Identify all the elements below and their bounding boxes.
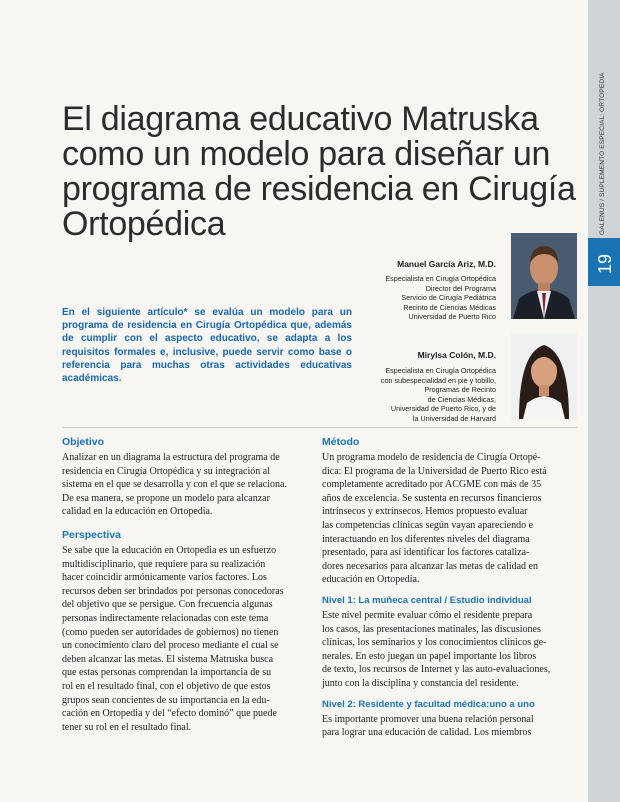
subheading-nivel-1: Nivel 1: La muñeca central / Estudio individual — [322, 594, 532, 606]
page-number: 19 — [588, 238, 620, 286]
section-heading-objetivo: Objetivo — [62, 436, 105, 448]
nivel-2-text: Es importante promover una buena relación personal para lograr una educación de calidad. Los miembros — [322, 713, 534, 739]
author-2-photo — [511, 333, 577, 419]
divider — [62, 427, 577, 428]
author-1-photo — [511, 233, 577, 319]
metodo-text: Un programa modelo de residencia de Cirugía Ortopé- dica: El programa de la Universidad de Puerto Rico está completamente acreditado por ACGME con más de 35 años de excelencia. Se sustenta en recursos financieros intrínsecos y extrínsecos. Hemos propuesto evaluar las competencias clínicas según vayan apareciendo e interactuando en los diferentes niveles del diagrama presentado, para así identificar los factores cataliza- dores necesarios para alcanzar las metas de calidad en educación en Ortopedia. — [322, 452, 547, 586]
author-2-affiliation: Especialista en Cirugía Ortopédica con subespecialidad en pie y tobillo, Programas de Recinto de Ciencias Médicas, Universidad de Puerto Rico, y de la Universidad de Harvard — [380, 366, 496, 423]
author-1-affiliation: Especialista en Cirugía Ortopédica Director del Programa Servicio de Cirugía Pediátrica Recinto de Ciencias Médicas Universidad de Puerto Rico — [385, 274, 496, 322]
subheading-nivel-2: Nivel 2: Residente y facultad médica:uno a uno — [322, 698, 535, 710]
nivel-1-text: Este nivel permite evaluar cómo el residente prepara los casos, las presentaciones matinales, las discusiones clínicas, los seminarios y los conocimientos clínicos ge- nerales. En esto juegan un papel importante los libros de texto, los recursos de Internet y las auto-evaluaciones, junto con la disciplina y constancia del residente. — [322, 609, 551, 689]
article-intro: En el siguiente artículo* se evalúa un modelo para un programa de residencia en Cirugía Ortopédica que, además de cumplir con el aspecto educativo, se adapta a los requisitos formales e, inclusive, puede servir como base o referencia para muchas otras actividades educativas académicas. — [62, 307, 352, 385]
left-column — [62, 436, 310, 734]
right-column — [322, 436, 578, 740]
author-1-name: Manuel García Ariz, M.D. — [397, 259, 496, 269]
section-heading-perspectiva: Perspectiva — [62, 528, 121, 541]
author-2-name: Mirylsa Colón, M.D. — [417, 350, 496, 360]
objetivo-text: Analizar en un diagrama la estructura del programa de residencia en Cirugía Ortopédica y su integración al sistema en el que se desarrolla y con el que se relaciona. De esa manera, se propone un modelo para alcanzar calidad en la educación en Ortopedia. — [62, 452, 287, 518]
perspectiva-text: Se sabe que la educación en Ortopedia es un esfuerzo multidisciplinario, que requiere para su realización hacer coincidir armónicamente varios factores. Los recursos deben ser brindados por personas conocedoras del objetivo que se persigue. Con frecuencia algunas personas indirectamente relacionadas con este tema (como pueden ser autoridades de gobiernos) no tienen un conocimiento claro del proceso mediante el cual se deben alcanzar las metas. El sistema Matruska busca que estas personas comprendan la importancia de su rol en el resultado final, con el objetivo de que estos grupos sean concientes de su importancia en la edu- cación en Ortopedia y del “efecto dominó” que puede tener su rol en el resultado final. — [62, 544, 284, 733]
section-heading-metodo: Método — [322, 436, 360, 448]
article-title: El diagrama educativo Matruska como un modelo para diseñar un programa de residencia en Cirugía Ortopédica — [62, 100, 576, 243]
